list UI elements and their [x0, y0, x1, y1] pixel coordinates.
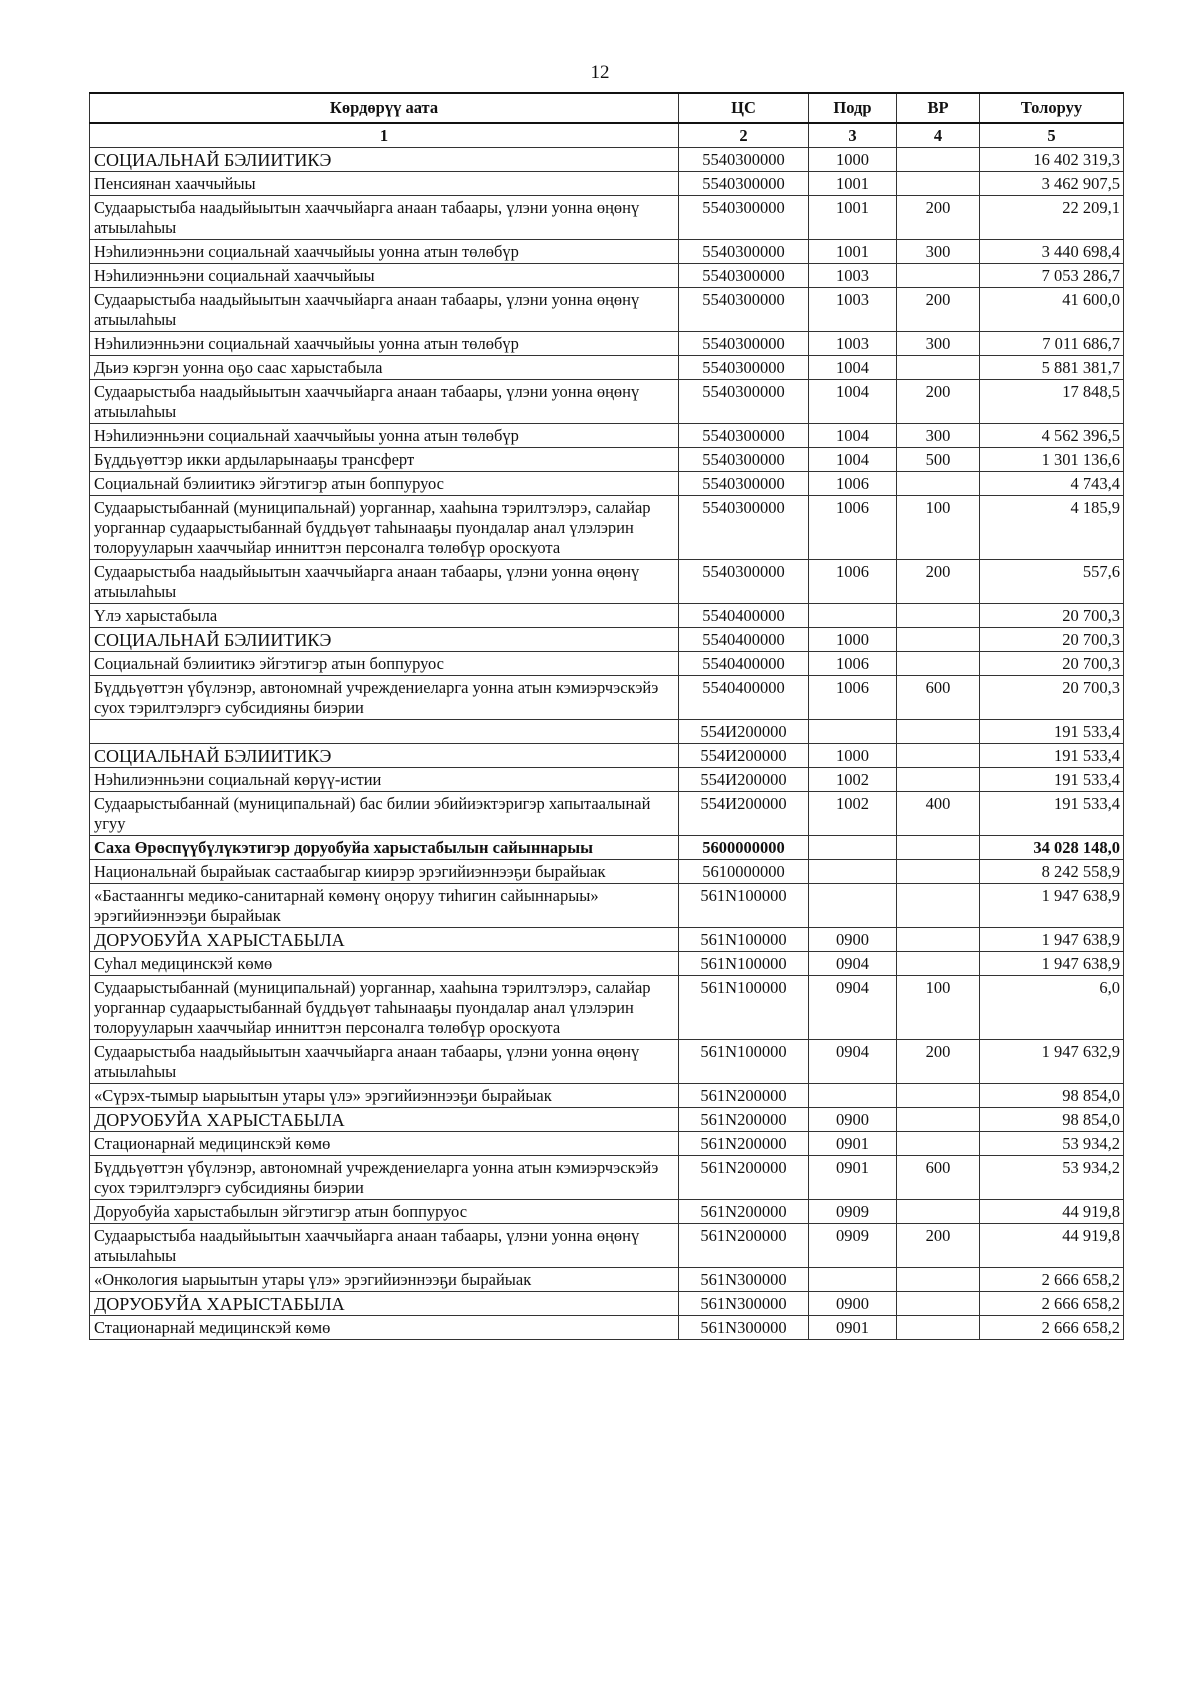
podr-cell: 0909 — [809, 1224, 897, 1268]
table-row — [90, 604, 1124, 628]
total-cell: 2 666 658,2 — [980, 1316, 1124, 1340]
name-cell: Судаарыстыбаннай (муниципальнай) уорганнар, хааһына тэрилтэлэрэ, салайар уорганнар судаарыстыбаннай бүддьүөт таһынааҕы пуондалар анал үлэлэрин толорууларын хааччыйар инниттэн персоналга төлөбүр ороскуота — [90, 496, 679, 560]
name-cell: Нэһилиэнньэни социальнай хааччыйыы уонна атын төлөбүр — [90, 424, 679, 448]
vr-cell — [897, 1084, 980, 1108]
podr-cell: 1004 — [809, 380, 897, 424]
table-row — [90, 836, 1124, 860]
cs-cell: 5600000000 — [679, 836, 809, 860]
vr-cell: 600 — [897, 676, 980, 720]
table-row — [90, 356, 1124, 380]
total-cell: 53 934,2 — [980, 1156, 1124, 1200]
name-cell: Национальнай бырайыак састаабыгар киирэр эрэгийиэннээҕи бырайыак — [90, 860, 679, 884]
table-row — [90, 860, 1124, 884]
cs-cell: 561N200000 — [679, 1200, 809, 1224]
name-cell: Нэһилиэнньэни социальнай хааччыйыы уонна атын төлөбүр — [90, 240, 679, 264]
total-cell: 98 854,0 — [980, 1108, 1124, 1132]
podr-cell: 1002 — [809, 768, 897, 792]
vr-cell: 500 — [897, 448, 980, 472]
name-cell: Стационарнай медицинскэй көмө — [90, 1316, 679, 1340]
cs-cell: 5540300000 — [679, 560, 809, 604]
index-cell: 4 — [897, 123, 980, 148]
vr-cell: 200 — [897, 1040, 980, 1084]
cs-cell: 5540300000 — [679, 448, 809, 472]
header-podr: Подр — [809, 93, 897, 123]
total-cell: 191 533,4 — [980, 744, 1124, 768]
podr-cell — [809, 884, 897, 928]
total-cell: 44 919,8 — [980, 1200, 1124, 1224]
vr-cell — [897, 952, 980, 976]
vr-cell: 600 — [897, 1156, 980, 1200]
podr-cell: 0900 — [809, 1108, 897, 1132]
vr-cell — [897, 472, 980, 496]
vr-cell — [897, 884, 980, 928]
vr-cell: 200 — [897, 1224, 980, 1268]
total-cell: 4 562 396,5 — [980, 424, 1124, 448]
vr-cell — [897, 1268, 980, 1292]
table-row — [90, 1040, 1124, 1084]
table-row — [90, 792, 1124, 836]
vr-cell — [897, 1200, 980, 1224]
podr-cell: 1000 — [809, 628, 897, 652]
index-cell: 5 — [980, 123, 1124, 148]
podr-cell: 1003 — [809, 264, 897, 288]
total-cell: 7 053 286,7 — [980, 264, 1124, 288]
podr-cell: 1004 — [809, 424, 897, 448]
podr-cell: 1001 — [809, 196, 897, 240]
cs-cell: 561N200000 — [679, 1084, 809, 1108]
name-cell: Саха Өрөспүүбүлүкэтигэр доруобуйа харыстабылын сайыннарыы — [90, 836, 679, 860]
podr-cell: 1003 — [809, 332, 897, 356]
total-cell: 20 700,3 — [980, 676, 1124, 720]
vr-cell: 200 — [897, 380, 980, 424]
total-cell: 20 700,3 — [980, 652, 1124, 676]
podr-cell: 1006 — [809, 676, 897, 720]
total-cell: 44 919,8 — [980, 1224, 1124, 1268]
cs-cell: 5540300000 — [679, 332, 809, 356]
vr-cell — [897, 744, 980, 768]
cs-cell: 5540400000 — [679, 676, 809, 720]
cs-cell: 561N300000 — [679, 1292, 809, 1316]
cs-cell: 561N100000 — [679, 952, 809, 976]
total-cell: 4 185,9 — [980, 496, 1124, 560]
name-cell: Судаарыстыба наадыйыытын хааччыйарга анаан табаары, үлэни уонна өңөнү атыылаһыы — [90, 560, 679, 604]
table-row — [90, 264, 1124, 288]
table-row — [90, 976, 1124, 1040]
podr-cell: 0904 — [809, 1040, 897, 1084]
index-cell: 3 — [809, 123, 897, 148]
table-row — [90, 1224, 1124, 1268]
total-cell: 16 402 319,3 — [980, 148, 1124, 172]
column-index-row — [90, 123, 1124, 148]
cs-cell: 561N100000 — [679, 976, 809, 1040]
name-cell: СОЦИАЛЬНАЙ БЭЛИИТИКЭ — [90, 148, 679, 172]
vr-cell: 300 — [897, 424, 980, 448]
total-cell: 7 011 686,7 — [980, 332, 1124, 356]
podr-cell — [809, 604, 897, 628]
podr-cell: 1000 — [809, 148, 897, 172]
total-cell: 2 666 658,2 — [980, 1268, 1124, 1292]
cs-cell: 5540300000 — [679, 264, 809, 288]
vr-cell — [897, 628, 980, 652]
name-cell: Судаарыстыбаннай (муниципальнай) бас билии эбийиэктэригэр хапытаалынай угуу — [90, 792, 679, 836]
table-row — [90, 1268, 1124, 1292]
name-cell: «Сүрэх-тымыр ыарыытын утары үлэ» эрэгийиэннээҕи бырайыак — [90, 1084, 679, 1108]
vr-cell: 200 — [897, 196, 980, 240]
table-row — [90, 1316, 1124, 1340]
name-cell: «Бастааннгы медико-санитарнай көмөнү оңоруу тиһигин сайыннарыы» эрэгийиэннээҕи бырайыак — [90, 884, 679, 928]
podr-cell: 1006 — [809, 560, 897, 604]
table-row — [90, 196, 1124, 240]
table-row — [90, 240, 1124, 264]
index-cell: 1 — [90, 123, 679, 148]
podr-cell: 1006 — [809, 652, 897, 676]
table-row — [90, 1292, 1124, 1316]
table-row — [90, 1156, 1124, 1200]
vr-cell — [897, 148, 980, 172]
total-cell: 53 934,2 — [980, 1132, 1124, 1156]
vr-cell: 200 — [897, 288, 980, 332]
vr-cell — [897, 172, 980, 196]
table-row — [90, 472, 1124, 496]
total-cell: 191 533,4 — [980, 792, 1124, 836]
cs-cell: 561N300000 — [679, 1268, 809, 1292]
cs-cell: 5540300000 — [679, 288, 809, 332]
total-cell: 3 440 698,4 — [980, 240, 1124, 264]
name-cell — [90, 720, 679, 744]
vr-cell — [897, 720, 980, 744]
table-row — [90, 744, 1124, 768]
total-cell: 1 947 638,9 — [980, 928, 1124, 952]
cs-cell: 5540300000 — [679, 496, 809, 560]
cs-cell: 5540400000 — [679, 604, 809, 628]
name-cell: «Онкология ыарыытын утары үлэ» эрэгийиэннээҕи бырайыак — [90, 1268, 679, 1292]
name-cell: Нэһилиэнньэни социальнай хааччыйыы уонна атын төлөбүр — [90, 332, 679, 356]
cs-cell: 554И200000 — [679, 792, 809, 836]
vr-cell — [897, 356, 980, 380]
podr-cell — [809, 860, 897, 884]
cs-cell: 5540400000 — [679, 652, 809, 676]
name-cell: Нэһилиэнньэни социальнай хааччыйыы — [90, 264, 679, 288]
podr-cell: 1006 — [809, 472, 897, 496]
total-cell: 6,0 — [980, 976, 1124, 1040]
name-cell: Судаарыстыба наадыйыытын хааччыйарга анаан табаары, үлэни уонна өңөнү атыылаһыы — [90, 288, 679, 332]
total-cell: 17 848,5 — [980, 380, 1124, 424]
total-cell: 41 600,0 — [980, 288, 1124, 332]
cs-cell: 561N200000 — [679, 1132, 809, 1156]
podr-cell: 0909 — [809, 1200, 897, 1224]
vr-cell — [897, 1316, 980, 1340]
podr-cell: 1000 — [809, 744, 897, 768]
cs-cell: 5540300000 — [679, 356, 809, 380]
podr-cell: 0901 — [809, 1316, 897, 1340]
cs-cell: 561N300000 — [679, 1316, 809, 1340]
cs-cell: 554И200000 — [679, 768, 809, 792]
table-row — [90, 448, 1124, 472]
podr-cell: 0904 — [809, 976, 897, 1040]
podr-cell: 1004 — [809, 356, 897, 380]
name-cell: Дьиэ кэргэн уонна оҕо саас харыстабыла — [90, 356, 679, 380]
total-cell: 3 462 907,5 — [980, 172, 1124, 196]
cs-cell: 561N200000 — [679, 1224, 809, 1268]
cs-cell: 554И200000 — [679, 744, 809, 768]
podr-cell: 0901 — [809, 1156, 897, 1200]
podr-cell: 1003 — [809, 288, 897, 332]
vr-cell: 300 — [897, 332, 980, 356]
table-row — [90, 768, 1124, 792]
cs-cell: 561N200000 — [679, 1156, 809, 1200]
cs-cell: 5540300000 — [679, 424, 809, 448]
vr-cell — [897, 604, 980, 628]
podr-cell — [809, 1084, 897, 1108]
table-row — [90, 652, 1124, 676]
total-cell: 191 533,4 — [980, 720, 1124, 744]
table-row — [90, 424, 1124, 448]
page-number: 12 — [590, 62, 610, 83]
cs-cell: 5540300000 — [679, 172, 809, 196]
header-cs: ЦС — [679, 93, 809, 123]
table-row — [90, 1132, 1124, 1156]
vr-cell — [897, 264, 980, 288]
vr-cell: 100 — [897, 496, 980, 560]
table-row — [90, 172, 1124, 196]
header-vr: ВР — [897, 93, 980, 123]
table-row — [90, 288, 1124, 332]
podr-cell — [809, 1268, 897, 1292]
podr-cell: 0901 — [809, 1132, 897, 1156]
cs-cell: 561N100000 — [679, 884, 809, 928]
table-row — [90, 1108, 1124, 1132]
cs-cell: 5540300000 — [679, 148, 809, 172]
name-cell: СОЦИАЛЬНАЙ БЭЛИИТИКЭ — [90, 628, 679, 652]
podr-cell: 1004 — [809, 448, 897, 472]
total-cell: 557,6 — [980, 560, 1124, 604]
name-cell: СОЦИАЛЬНАЙ БЭЛИИТИКЭ — [90, 744, 679, 768]
total-cell: 34 028 148,0 — [980, 836, 1124, 860]
name-cell: ДОРУОБУЙА ХАРЫСТАБЫЛА — [90, 928, 679, 952]
table-row — [90, 884, 1124, 928]
cs-cell: 5540400000 — [679, 628, 809, 652]
vr-cell — [897, 1292, 980, 1316]
name-cell: Судаарыстыба наадыйыытын хааччыйарга анаан табаары, үлэни уонна өңөнү атыылаһыы — [90, 196, 679, 240]
name-cell: Нэһилиэнньэни социальнай көрүү-истии — [90, 768, 679, 792]
name-cell: ДОРУОБУЙА ХАРЫСТАБЫЛА — [90, 1292, 679, 1316]
podr-cell: 1001 — [809, 172, 897, 196]
cs-cell: 5540300000 — [679, 240, 809, 264]
table-row — [90, 496, 1124, 560]
header-row — [90, 93, 1124, 123]
table-row — [90, 676, 1124, 720]
table-row — [90, 1200, 1124, 1224]
name-cell: Бүддьүөттэн үбүлэнэр, автономнай учреждениеларга уонна атын кэмиэрчэскэйэ суох тэрилтэлэргэ субсидияны биэрии — [90, 1156, 679, 1200]
table-row — [90, 380, 1124, 424]
vr-cell — [897, 1132, 980, 1156]
total-cell: 5 881 381,7 — [980, 356, 1124, 380]
total-cell: 1 947 638,9 — [980, 952, 1124, 976]
podr-cell: 0904 — [809, 952, 897, 976]
index-cell: 2 — [679, 123, 809, 148]
name-cell: Доруобуйа харыстабылын эйгэтигэр атын боппуруос — [90, 1200, 679, 1224]
table-row — [90, 560, 1124, 604]
name-cell: Социальнай бэлиитикэ эйгэтигэр атын боппуруос — [90, 652, 679, 676]
name-cell: Бүддьүөттэр икки ардыларынааҕы трансферт — [90, 448, 679, 472]
table-row — [90, 720, 1124, 744]
cs-cell: 554И200000 — [679, 720, 809, 744]
vr-cell — [897, 768, 980, 792]
name-cell: Судаарыстыба наадыйыытын хааччыйарга анаан табаары, үлэни уонна өңөнү атыылаһыы — [90, 1224, 679, 1268]
total-cell: 2 666 658,2 — [980, 1292, 1124, 1316]
table-row — [90, 148, 1124, 172]
podr-cell — [809, 836, 897, 860]
name-cell: Судаарыстыбаннай (муниципальнай) уорганнар, хааһына тэрилтэлэрэ, салайар уорганнар судаарыстыбаннай бүддьүөт таһынааҕы пуондалар анал үлэлэрин толорууларын хааччыйар инниттэн персоналга төлөбүр ороскуота — [90, 976, 679, 1040]
name-cell: Үлэ харыстабыла — [90, 604, 679, 628]
vr-cell: 300 — [897, 240, 980, 264]
vr-cell: 100 — [897, 976, 980, 1040]
podr-cell: 1002 — [809, 792, 897, 836]
vr-cell: 400 — [897, 792, 980, 836]
header-total: Толоруу — [980, 93, 1124, 123]
vr-cell — [897, 928, 980, 952]
header-name: Көрдөрүү аата — [90, 93, 679, 123]
name-cell: Судаарыстыба наадыйыытын хааччыйарга анаан табаары, үлэни уонна өңөнү атыылаһыы — [90, 1040, 679, 1084]
name-cell: Пенсиянан хааччыйыы — [90, 172, 679, 196]
podr-cell: 1001 — [809, 240, 897, 264]
cs-cell: 5540300000 — [679, 196, 809, 240]
table-row — [90, 1084, 1124, 1108]
total-cell: 8 242 558,9 — [980, 860, 1124, 884]
table-row — [90, 628, 1124, 652]
podr-cell — [809, 720, 897, 744]
table-row — [90, 928, 1124, 952]
name-cell: Бүддьүөттэн үбүлэнэр, автономнай учреждениеларга уонна атын кэмиэрчэскэйэ суох тэрилтэлэргэ субсидияны биэрии — [90, 676, 679, 720]
cs-cell: 5540300000 — [679, 380, 809, 424]
cs-cell: 5610000000 — [679, 860, 809, 884]
name-cell: Стационарнай медицинскэй көмө — [90, 1132, 679, 1156]
table-row — [90, 952, 1124, 976]
total-cell: 98 854,0 — [980, 1084, 1124, 1108]
vr-cell — [897, 1108, 980, 1132]
total-cell: 20 700,3 — [980, 604, 1124, 628]
name-cell: Судаарыстыба наадыйыытын хааччыйарга анаан табаары, үлэни уонна өңөнү атыылаһыы — [90, 380, 679, 424]
total-cell: 191 533,4 — [980, 768, 1124, 792]
cs-cell: 561N100000 — [679, 1040, 809, 1084]
name-cell: Суһал медицинскэй көмө — [90, 952, 679, 976]
total-cell: 1 947 632,9 — [980, 1040, 1124, 1084]
vr-cell — [897, 860, 980, 884]
vr-cell: 200 — [897, 560, 980, 604]
table-row — [90, 332, 1124, 356]
podr-cell: 0900 — [809, 1292, 897, 1316]
total-cell: 20 700,3 — [980, 628, 1124, 652]
name-cell: Социальнай бэлиитикэ эйгэтигэр атын боппуруос — [90, 472, 679, 496]
total-cell: 1 947 638,9 — [980, 884, 1124, 928]
vr-cell — [897, 836, 980, 860]
podr-cell: 0900 — [809, 928, 897, 952]
total-cell: 1 301 136,6 — [980, 448, 1124, 472]
budget-table — [89, 92, 1124, 1340]
cs-cell: 561N100000 — [679, 928, 809, 952]
cs-cell: 5540300000 — [679, 472, 809, 496]
total-cell: 4 743,4 — [980, 472, 1124, 496]
total-cell: 22 209,1 — [980, 196, 1124, 240]
name-cell: ДОРУОБУЙА ХАРЫСТАБЫЛА — [90, 1108, 679, 1132]
podr-cell: 1006 — [809, 496, 897, 560]
vr-cell — [897, 652, 980, 676]
cs-cell: 561N200000 — [679, 1108, 809, 1132]
